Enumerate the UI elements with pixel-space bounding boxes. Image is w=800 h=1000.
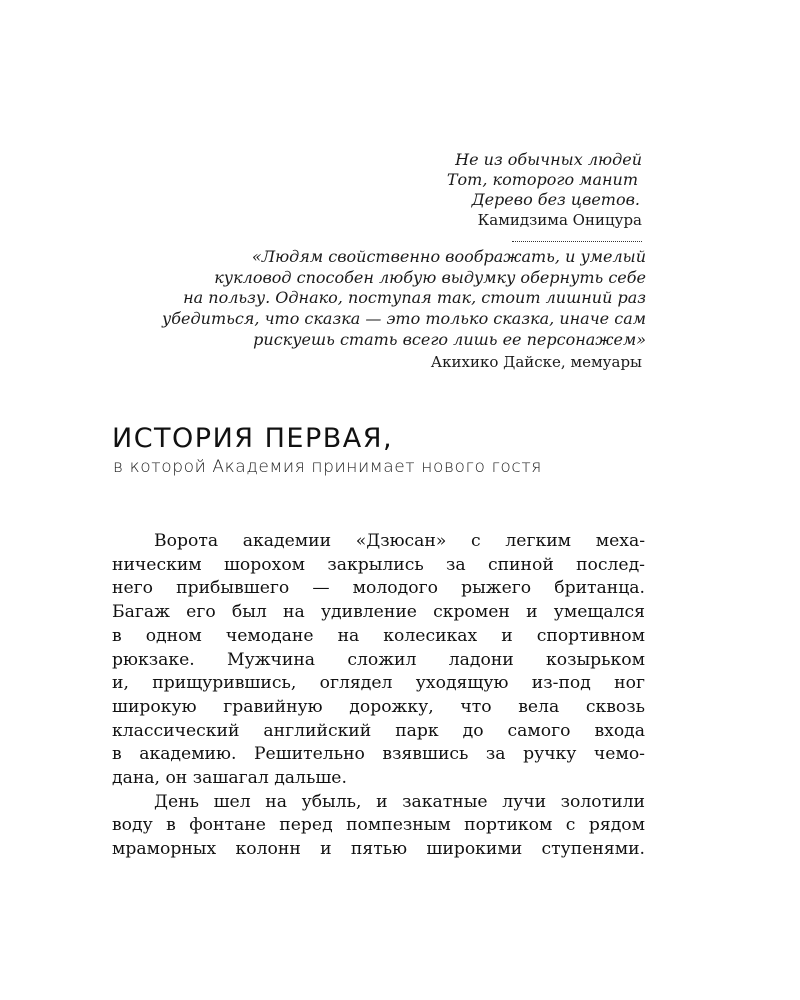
haiku-line: Тот, которого манит <box>446 170 638 189</box>
haiku-line: Не из обычных людей <box>455 150 642 169</box>
quote-line: кукловод способен любую выдумку обернуть себе <box>214 267 646 287</box>
text-line: в академию. Решительно взявшись за ручку чемо- <box>112 744 645 765</box>
text-line: мраморных колонн и пятью широкими ступенями. <box>112 839 645 860</box>
text-line: воду в фонтане перед помпезным портиком с рядом <box>112 815 645 836</box>
haiku-author: Камидзима Оницура <box>477 211 642 229</box>
text-line: дана, он зашагал дальше. <box>112 768 347 789</box>
quote-line: на пользу. Однако, поступая так, стоит лишний раз <box>183 288 646 308</box>
text-line: классический английский парк до самого входа <box>112 720 645 741</box>
chapter-body <box>112 530 645 862</box>
text-line: широкую гравийную дорожку, что вела сквозь <box>112 696 645 717</box>
text-line: и, прищурившись, оглядел уходящую из-под ног <box>112 673 645 694</box>
text-line: Ворота академии «Дзюсан» с легким меха- <box>154 531 645 551</box>
quote-author: Акихико Дайске, мемуары <box>430 353 642 371</box>
epigraph-separator <box>512 241 642 242</box>
haiku-line: Дерево без цветов. <box>471 190 640 209</box>
haiku-epigraph <box>330 150 642 210</box>
paragraph-1 <box>112 530 645 791</box>
text-line: Багаж его был на удивление скромен и умещался <box>112 602 645 623</box>
text-line: в одном чемодане на колесиках и спортивном <box>112 625 645 646</box>
chapter-subtitle: в которой Академия принимает нового гостя <box>113 457 542 477</box>
quote-line: рискуешь стать всего лишь ее персонажем» <box>253 329 646 349</box>
quote-epigraph <box>120 247 646 351</box>
text-line: ническим шорохом закрылись за спиной послед- <box>112 554 645 575</box>
text-line: День шел на убыль, и закатные лучи золотили <box>154 791 645 812</box>
text-line: него прибывшего — молодого рыжего британца. <box>112 578 645 599</box>
quote-line: убедиться, что сказка — это только сказка, иначе сам <box>162 309 646 329</box>
chapter-title: ИСТОРИЯ ПЕРВАЯ, <box>112 423 394 454</box>
text-line: рюкзаке. Мужчина сложил ладони козырьком <box>112 649 645 670</box>
paragraph-2 <box>112 791 645 862</box>
quote-line: «Людям свойственно воображать, и умелый <box>251 247 646 266</box>
